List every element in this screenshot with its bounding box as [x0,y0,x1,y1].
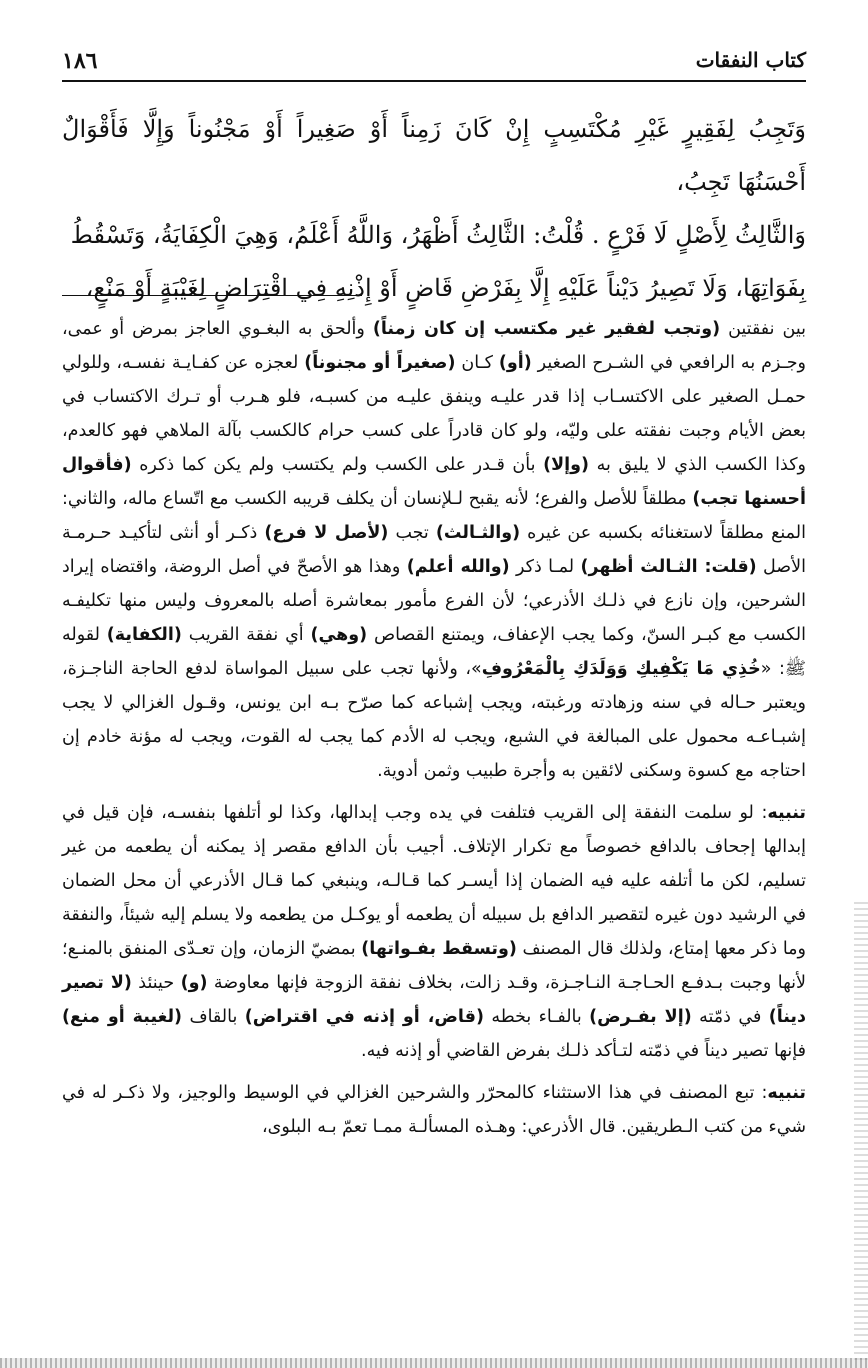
quoted-matn: (فأقوال أحسنها تجب) [62,455,806,509]
page-number: ١٨٦ [62,48,98,74]
commentary-run: مطلقاً للأصل والفرع؛ لأنه يقبح لـلإنسان أن يكلف قريبه الكسب مع اتّساع ماله، والثاني: المنع مطلقاً لاستغنائه بكسبه عن غيره [62,489,806,543]
commentary-run: في ذمّته [691,1007,769,1027]
commentary-run: بالقاف [182,1007,245,1027]
commentary-run: ذكـر أو أنثى لتأكيـد حـرمـة الأصل [62,523,806,577]
matn-text [62,103,806,315]
commentary-run: بأن قـدر على الكسب ولم يكتسب ولم يكن كما ذكره [131,455,544,475]
quoted-matn: (و) [180,973,208,993]
commentary-paragraph [62,312,806,788]
commentary-run: : تبع المصنف في هذا الاستثناء كالمحرّر والشرحين الغزالي في الوسيط والوجيز، ولا ذكـر له في شيء من كتب الـطريقين. قال الأذرعي: وهـذه المسألـة ممـا تعمّ بـه البلوى، [62,1083,806,1137]
commentary-text [62,312,806,1144]
commentary-run: وهذا هو الأصحّ في أصل الروضة، واقتضاه إيراد الشرحين، وإن نازع في ذلـك الأذرعي؛ لأن الفرع مأمور بمعاشرة أصله بالمعروف وليس منها تكليفـه الكسب مع كبـر السنّ، وكما يجب الإعفاف، ويمتنع القصاص [62,557,807,645]
commentary-run: بالفـاء بخطه [483,1007,590,1027]
quoted-matn: (والله أعلم) [406,557,510,577]
quoted-matn: (والثـالث) [435,523,521,543]
quoted-matn: (لغيبة أو منع) [62,1007,183,1027]
commentary-run: »، ولأنها تجب على سبيل المواساة لدفع الحاجة الناجـزة، ويعتبر حـاله في سنه وزهادته ورغبته، ويجب إشباعه كما صرّح بـه ابن يونس، وقـول الغزالي لا يجب إشبـاعـه محمول على المبالغة في الشبع، ويجب له الأدم كما يجب له القوت، ويجب له مؤنة خادم إن احتاجه مع كسوة وسكنى لائقين به وأجرة طبيب وثمن أدوية. [62,659,806,781]
quoted-matn: (صغيراً أو مجنوناً) [304,353,456,373]
quoted-matn: (وتجب لفقير غير مكتسب إن كان زمناً) [372,319,721,339]
quoted-matn: خُذِي مَا يَكْفِيكِ وَوَلَدَكِ بِالْمَعْرُوفِ [481,659,761,679]
quoted-matn: (قاض، أو إذنه في اقتراض) [244,1007,484,1027]
commentary-run: أي نفقة القريب [181,625,311,645]
bottom-decorative-border [0,1358,868,1368]
commentary-run: لمـا ذكر [509,557,581,577]
commentary-run: كـان [455,353,499,373]
quoted-matn: (لا تصير ديناً) [62,973,806,1027]
book-section-title: كتاب النفقات [695,48,806,72]
commentary-paragraph [62,1076,806,1144]
matn-line: بِفَوَاتِهَا، وَلَا تَصِيرُ دَيْناً عَلَيْهِ إِلَّا بِفَرْضِ قَاضٍ أَوْ إِذْنِهِ فِي اقْتِرَاضٍ لِغَيْبَةٍ أَوْ مَنْعٍ، [85,274,806,302]
commentary-run: فإنها تصير ديناً في ذمّته لتـأكد ذلـك بفرض القاضي أو إذنه فيه. [361,1041,806,1061]
commentary-run: : لو سلمت النفقة إلى القريب فتلفت في يده وجب إبدالها، وكذا لو أتلفها بنفسـه، فإن قيل في إبدالها إجحاف بالدافع خصوصاً مع تكرار الإتلاف. أجيب بأن الدافع مقصر إذ يمكنه أن يطعمه من غير تسليم، لكن ما أتلفه عليه فيه الضمان إذا أيسـر كما قـالـه، وينبغي كما قـال الأذرعي أن محل الضمان في الرشيد دون غيره لتقصير الدافع بل سبيله أن يطعمه أو يوكـل من يطعمه ولا يسلم إليه شيئاً، والنفقة وما ذكر معها إمتاع، ولذلك قال المصنف [62,803,806,959]
matn-line: وَالثَّالِثُ لِأَصْلٍ لَا فَرْعٍ . قُلْتُ: الثَّالِثُ أَظْهَرُ، وَاللَّهُ أَعْلَمُ، وَهِيَ الْكِفَايَةُ، وَتَسْقُطُ [70,221,806,249]
quoted-matn: (قلت: الثـالث أظهر) [580,557,757,577]
quoted-matn: (وإلا) [543,455,589,475]
matn-line: وَتَجِبُ لِفَقِيرٍ غَيْرِ مُكْتَسِبٍ إِنْ كَانَ زَمِناً أَوْ صَغِيراً أَوْ مَجْنُوناً وَإِلَّا فَأَقْوَالٌ أَحْسَنُهَا تَجِبُ، [62,115,806,196]
matn-commentary-separator [62,295,362,296]
commentary-run: لقوله ﷺ: « [62,625,806,679]
quoted-matn: تنبيه [767,1083,806,1103]
running-header [62,46,806,82]
commentary-run: تجب [388,523,436,543]
commentary-run: بين نفقتين [720,319,806,339]
quoted-matn: (لأصل لا فرع) [264,523,389,543]
page-edge-shadow [854,900,868,1360]
commentary-run: لعجزه عن كفـايـة نفسـه، وللولي حمـل الصغير على الاكتسـاب إذا قدر عليـه وينفق عليـه من كسبـه، فلو هـرب أو تـرك الاكتساب في بعض الأيام وجبت نفقته على وليّه، ولو كان قادراً على كسب حرام كالكسب بآلة الملاهي فهو كالعدم، وكذا الكسب الذي لا يليق به [62,353,806,475]
commentary-run: بمضيّ الزمان، وإن تعـدّى المنفق بالمنـع؛ لأنها وجبت بـدفـع الحـاجـة النـاجـزة، وقـد زالت، بخلاف نفقة الزوجة فإنها معاوضة [62,939,806,993]
quoted-matn: (وتسقط بفـواتها) [361,939,517,959]
commentary-run: حينئذ [131,973,181,993]
quoted-matn: تنبيه [767,803,806,823]
commentary-paragraph [62,796,806,1068]
quoted-matn: (الكفاية) [106,625,182,645]
quoted-matn: (وهي) [310,625,368,645]
commentary-run: وألحق به البغـوي العاجز بمرض أو عمى، وجـزم به الرافعي في الشـرح الصغير [62,319,806,373]
quoted-matn: (إلا بفـرض) [589,1007,692,1027]
quoted-matn: (أو) [498,353,532,373]
